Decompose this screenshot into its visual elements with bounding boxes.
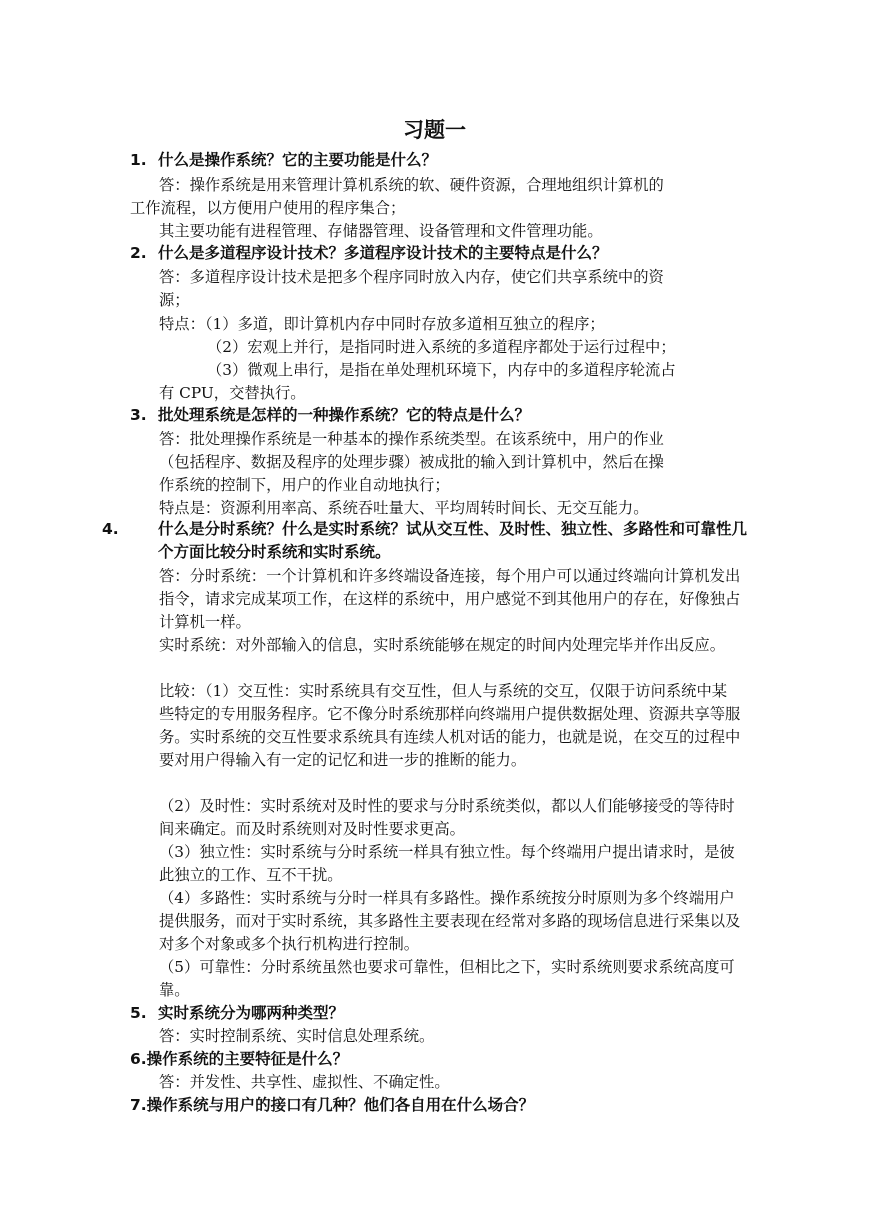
q3-features: 特点是：资源利用率高、系统吞吐量大、平均周转时间长、无交互能力。 bbox=[159, 499, 649, 517]
q4-compare-timeliness: （2）及时性：实时系统对及时性的要求与分时系统类似，都以人们能够接受的等待时间来确定。而及时系统则对及时性要求更高。 bbox=[159, 797, 735, 838]
question-number: 4. bbox=[102, 520, 119, 538]
q3-answer-line1: 答：批处理操作系统是一种基本的操作系统类型。在该系统中，用户的作业 bbox=[159, 430, 664, 448]
question-text: 什么是多道程序设计技术？多道程序设计技术的主要特点是什么？ bbox=[158, 244, 608, 262]
question-text: 7.操作系统与用户的接口有几种？他们各自用在什么场合？ bbox=[130, 1096, 535, 1114]
question-number: 2. bbox=[130, 244, 147, 262]
question-text: 什么是操作系统？它的主要功能是什么？ bbox=[158, 151, 438, 169]
q4-compare-multiplexity: （4）多路性：实时系统与分时一样具有多路性。操作系统按分时原则为多个终端用户提供服务，而对于实时系统，其多路性主要表现在经常对多路的现场信息进行采集以及对多个对象或多个执行机构进行控制。 bbox=[159, 889, 741, 953]
question-5 bbox=[130, 1002, 750, 1025]
q4-compare-interactivity: 比较：（1）交互性：实时系统具有交互性，但人与系统的交互，仅限于访问系统中某些特定的专用服务程序。它不像分时系统那样向终端用户提供数据处理、资源共享等服务。实时系统的交互性要求系统具有连续人机对话的能力，也就是说，在交互的过程中要对用户得输入有一定的记忆和进一步的推断的能力。 bbox=[159, 682, 741, 769]
question-number: 1. bbox=[130, 151, 147, 169]
q2-answer-line2: 源； bbox=[159, 291, 190, 309]
q2-feature-1: 特点：（1）多道，即计算机内存中同时存放多道相互独立的程序； bbox=[159, 315, 605, 333]
question-2 bbox=[130, 242, 750, 265]
q1-answer-line2: 工作流程，以方便用户使用的程序集合； bbox=[130, 199, 406, 217]
question-text: 批处理系统是怎样的一种操作系统？它的特点是什么？ bbox=[158, 406, 531, 424]
q3-answer-line3: 作系统的控制下，用户的作业自动地执行； bbox=[159, 476, 450, 494]
question-number: 3. bbox=[130, 406, 147, 424]
q4-compare-independence: （3）独立性：实时系统与分时系统一样具有独立性。每个终端用户提出请求时，是彼此独立的工作、互不干扰。 bbox=[159, 843, 735, 884]
q1-answer-line1: 答：操作系统是用来管理计算机系统的软、硬件资源，合理地组织计算机的 bbox=[159, 176, 664, 194]
question-text: 实时系统分为哪两种类型？ bbox=[158, 1004, 345, 1022]
q6-answer: 答：并发性、共享性、虚拟性、不确定性。 bbox=[159, 1073, 450, 1091]
page-title: 习题一 bbox=[403, 118, 466, 142]
q5-answer: 答：实时控制系统、实时信息处理系统。 bbox=[159, 1027, 435, 1045]
question-6 bbox=[130, 1048, 750, 1071]
q2-feature-3-line1: （3）微观上串行，是指在单处理机环境下，内存中的多道程序轮流占 bbox=[207, 361, 676, 379]
q4-realtime-definition: 实时系统：对外部输入的信息，实时系统能够在规定的时间内处理完毕并作出反应。 bbox=[159, 636, 725, 654]
question-text: 什么是分时系统？什么是实时系统？试从交互性、及时性、独立性、多路性和可靠性几个方面比较分时系统和实时系统。 bbox=[158, 520, 748, 561]
q4-compare-reliability: （5）可靠性：分时系统虽然也要求可靠性，但相比之下，实时系统则要求系统高度可靠。 bbox=[159, 958, 735, 999]
question-4 bbox=[102, 518, 750, 564]
question-3 bbox=[130, 404, 750, 427]
question-7 bbox=[130, 1094, 750, 1117]
q1-functions: 其主要功能有进程管理、存储器管理、设备管理和文件管理功能。 bbox=[159, 222, 603, 240]
q4-timeshare-definition: 答：分时系统：一个计算机和许多终端设备连接，每个用户可以通过终端向计算机发出指令，请求完成某项工作，在这样的系统中，用户感觉不到其他用户的存在，好像独占计算机一样。 bbox=[159, 567, 741, 631]
question-text: 6.操作系统的主要特征是什么？ bbox=[130, 1050, 349, 1068]
q2-answer-line1: 答：多道程序设计技术是把多个程序同时放入内存，使它们共享系统中的资 bbox=[159, 268, 664, 286]
question-1 bbox=[130, 149, 750, 172]
question-number: 5. bbox=[130, 1004, 147, 1022]
q2-feature-3-line2: 有 CPU，交替执行。 bbox=[159, 384, 306, 402]
q2-feature-2: （2）宏观上并行，是指同时进入系统的多道程序都处于运行过程中； bbox=[207, 338, 676, 356]
q3-answer-line2: （包括程序、数据及程序的处理步骤）被成批的输入到计算机中，然后在操 bbox=[159, 453, 664, 471]
